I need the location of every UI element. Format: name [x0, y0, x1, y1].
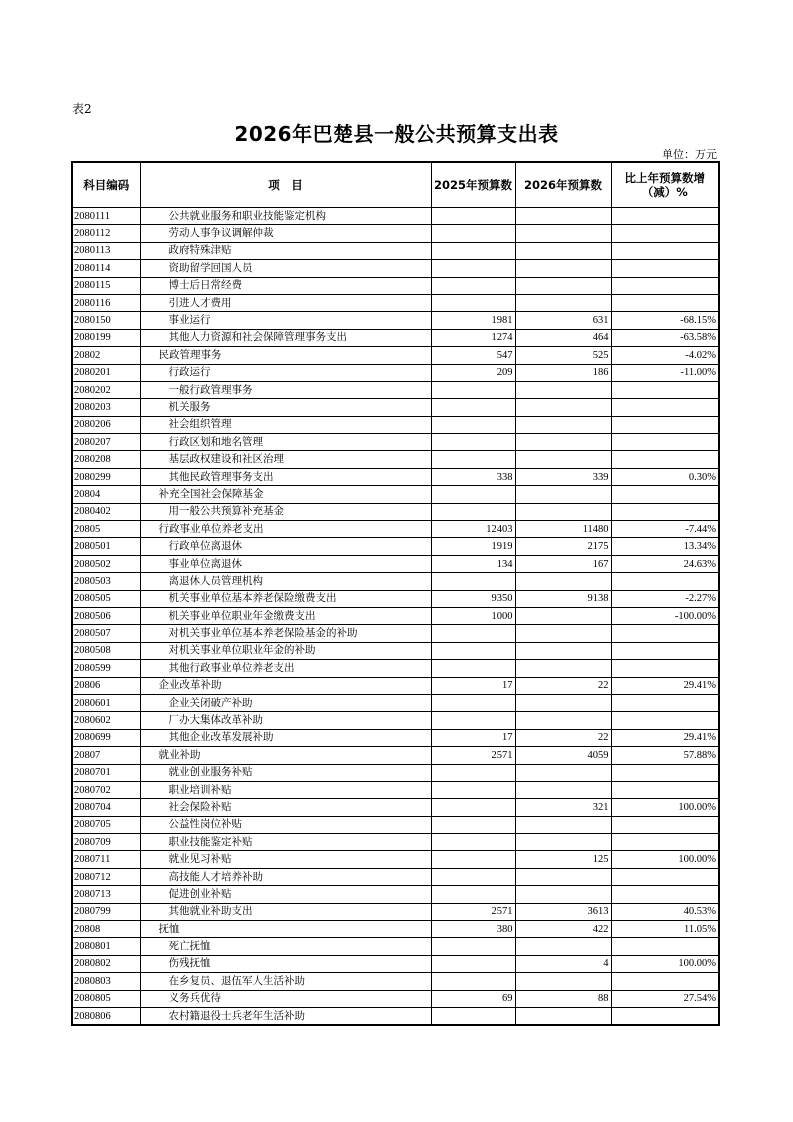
cell-budget-2025 [431, 277, 515, 294]
cell-budget-2026: 2175 [515, 538, 611, 555]
cell-item-name: 促进创业补贴 [140, 886, 431, 903]
cell-item-name: 伤残抚恤 [140, 955, 431, 972]
cell-code: 2080208 [72, 451, 140, 468]
cell-budget-2026 [515, 381, 611, 398]
table-row [72, 851, 719, 868]
cell-code: 2080299 [72, 468, 140, 485]
cell-budget-2025 [431, 764, 515, 781]
cell-budget-2025 [431, 260, 515, 277]
cell-budget-2026 [515, 486, 611, 503]
cell-item-name: 企业改革补助 [140, 677, 431, 694]
cell-budget-2025 [431, 886, 515, 903]
table-row [72, 921, 719, 938]
table-row [72, 225, 719, 242]
cell-change-percent: 27.54% [611, 990, 719, 1007]
cell-item-name: 其他行政事业单位养老支出 [140, 660, 431, 677]
cell-item-name: 公共就业服务和职业技能鉴定机构 [140, 208, 431, 225]
table-row [72, 416, 719, 433]
cell-change-percent [611, 434, 719, 451]
cell-budget-2026: 9138 [515, 590, 611, 607]
cell-budget-2025: 1919 [431, 538, 515, 555]
cell-budget-2026 [515, 694, 611, 711]
cell-budget-2025: 2571 [431, 747, 515, 764]
cell-budget-2026 [515, 277, 611, 294]
table-number-label: 表2 [72, 102, 92, 116]
cell-change-percent [611, 834, 719, 851]
cell-code: 2080599 [72, 660, 140, 677]
cell-change-percent [611, 503, 719, 520]
cell-item-name: 高技能人才培养补助 [140, 868, 431, 885]
cell-code: 20808 [72, 921, 140, 938]
cell-budget-2026 [515, 399, 611, 416]
cell-change-percent: 0.30% [611, 468, 719, 485]
table-row [72, 677, 719, 694]
cell-item-name: 博士后日常经费 [140, 277, 431, 294]
cell-budget-2026: 422 [515, 921, 611, 938]
cell-item-name: 用一般公共预算补充基金 [140, 503, 431, 520]
table-row [72, 868, 719, 885]
table-body [72, 208, 719, 1026]
cell-budget-2025 [431, 625, 515, 642]
header-item: 项 目 [140, 162, 431, 208]
header-row [72, 162, 719, 208]
table-row [72, 834, 719, 851]
cell-item-name: 职业培训补贴 [140, 781, 431, 798]
cell-change-percent: 24.63% [611, 555, 719, 572]
cell-change-percent [611, 260, 719, 277]
cell-code: 20805 [72, 521, 140, 538]
cell-budget-2026 [515, 1007, 611, 1025]
cell-budget-2025 [431, 434, 515, 451]
cell-budget-2025: 9350 [431, 590, 515, 607]
cell-item-name: 离退休人员管理机构 [140, 573, 431, 590]
cell-code: 2080503 [72, 573, 140, 590]
table-row [72, 260, 719, 277]
cell-item-name: 机关事业单位职业年金缴费支出 [140, 607, 431, 624]
cell-item-name: 死亡抚恤 [140, 938, 431, 955]
cell-budget-2026 [515, 660, 611, 677]
table-row [72, 990, 719, 1007]
cell-code: 2080709 [72, 834, 140, 851]
cell-item-name: 基层政权建设和社区治理 [140, 451, 431, 468]
cell-item-name: 社会组织管理 [140, 416, 431, 433]
header-budget-2026: 2026年预算数 [515, 162, 611, 208]
cell-item-name: 其他人力资源和社会保障管理事务支出 [140, 329, 431, 346]
cell-change-percent: -100.00% [611, 607, 719, 624]
header-change-line1: 比上年预算数增 [624, 171, 705, 185]
cell-code: 2080150 [72, 312, 140, 329]
table-row [72, 451, 719, 468]
header-budget-2025: 2025年预算数 [431, 162, 515, 208]
cell-code: 20806 [72, 677, 140, 694]
cell-code: 2080801 [72, 938, 140, 955]
cell-change-percent [611, 208, 719, 225]
cell-item-name: 其他就业补助支出 [140, 903, 431, 920]
cell-budget-2026 [515, 225, 611, 242]
cell-budget-2025 [431, 416, 515, 433]
cell-code: 20807 [72, 747, 140, 764]
cell-budget-2026 [515, 886, 611, 903]
cell-item-name: 义务兵优待 [140, 990, 431, 1007]
cell-code: 2080115 [72, 277, 140, 294]
cell-budget-2025: 1981 [431, 312, 515, 329]
cell-item-name: 公益性岗位补贴 [140, 816, 431, 833]
cell-code: 2080505 [72, 590, 140, 607]
cell-code: 2080803 [72, 973, 140, 990]
cell-budget-2025: 17 [431, 677, 515, 694]
table-row [72, 938, 719, 955]
cell-code: 2080506 [72, 607, 140, 624]
cell-code: 2080713 [72, 886, 140, 903]
table-row [72, 781, 719, 798]
table-row [72, 208, 719, 225]
table-row [72, 625, 719, 642]
cell-code: 2080508 [72, 642, 140, 659]
cell-budget-2026: 631 [515, 312, 611, 329]
cell-code: 2080802 [72, 955, 140, 972]
cell-budget-2025 [431, 938, 515, 955]
cell-code: 2080806 [72, 1007, 140, 1025]
cell-code: 2080601 [72, 694, 140, 711]
table-row [72, 903, 719, 920]
header-change-line2: （减）% [641, 185, 688, 199]
cell-budget-2025: 2571 [431, 903, 515, 920]
table-row [72, 886, 719, 903]
cell-budget-2025 [431, 868, 515, 885]
header-code: 科目编码 [72, 162, 140, 208]
table-row [72, 660, 719, 677]
table-row [72, 538, 719, 555]
cell-change-percent: 57.88% [611, 747, 719, 764]
cell-budget-2025 [431, 294, 515, 311]
cell-item-name: 就业补助 [140, 747, 431, 764]
cell-change-percent [611, 694, 719, 711]
cell-budget-2026 [515, 834, 611, 851]
cell-item-name: 事业运行 [140, 312, 431, 329]
cell-budget-2026 [515, 625, 611, 642]
cell-budget-2025 [431, 242, 515, 259]
cell-budget-2026 [515, 573, 611, 590]
cell-change-percent: 29.41% [611, 729, 719, 746]
cell-change-percent [611, 886, 719, 903]
cell-change-percent [611, 242, 719, 259]
table-row [72, 312, 719, 329]
cell-budget-2025: 12403 [431, 521, 515, 538]
cell-budget-2025 [431, 712, 515, 729]
page-title: 2026年巴楚县一般公共预算支出表 [234, 122, 559, 146]
cell-code: 2080116 [72, 294, 140, 311]
cell-item-name: 社会保险补贴 [140, 799, 431, 816]
cell-item-name: 引进人才费用 [140, 294, 431, 311]
cell-change-percent [611, 868, 719, 885]
cell-code: 2080702 [72, 781, 140, 798]
cell-code: 2080805 [72, 990, 140, 1007]
cell-item-name: 职业技能鉴定补贴 [140, 834, 431, 851]
cell-budget-2025: 380 [431, 921, 515, 938]
cell-budget-2025 [431, 694, 515, 711]
cell-budget-2026 [515, 781, 611, 798]
table-row [72, 799, 719, 816]
cell-change-percent [611, 938, 719, 955]
cell-code: 2080201 [72, 364, 140, 381]
cell-budget-2025 [431, 816, 515, 833]
cell-code: 2080112 [72, 225, 140, 242]
cell-budget-2025 [431, 486, 515, 503]
cell-budget-2026 [515, 868, 611, 885]
cell-item-name: 民政管理事务 [140, 347, 431, 364]
cell-code: 2080705 [72, 816, 140, 833]
cell-budget-2025 [431, 381, 515, 398]
cell-code: 2080111 [72, 208, 140, 225]
cell-change-percent [611, 399, 719, 416]
cell-budget-2026: 22 [515, 729, 611, 746]
cell-code: 2080704 [72, 799, 140, 816]
table-row [72, 329, 719, 346]
cell-budget-2026 [515, 208, 611, 225]
cell-change-percent [611, 416, 719, 433]
budget-expenditure-table [71, 161, 720, 1026]
cell-budget-2025 [431, 451, 515, 468]
cell-budget-2026: 339 [515, 468, 611, 485]
table-row [72, 521, 719, 538]
cell-item-name: 厂办大集体改革补助 [140, 712, 431, 729]
table-row [72, 955, 719, 972]
cell-budget-2026: 4 [515, 955, 611, 972]
cell-change-percent [611, 573, 719, 590]
table-row [72, 434, 719, 451]
cell-item-name: 就业见习补贴 [140, 851, 431, 868]
cell-budget-2026 [515, 434, 611, 451]
cell-change-percent [611, 277, 719, 294]
cell-code: 2080202 [72, 381, 140, 398]
cell-budget-2025 [431, 225, 515, 242]
cell-item-name: 就业创业服务补贴 [140, 764, 431, 781]
cell-budget-2026: 88 [515, 990, 611, 1007]
cell-code: 2080502 [72, 555, 140, 572]
table-row [72, 712, 719, 729]
table-row [72, 503, 719, 520]
cell-change-percent: 40.53% [611, 903, 719, 920]
table-row [72, 347, 719, 364]
cell-budget-2026: 22 [515, 677, 611, 694]
cell-budget-2025: 209 [431, 364, 515, 381]
table-row [72, 607, 719, 624]
cell-budget-2025 [431, 1007, 515, 1025]
cell-code: 20802 [72, 347, 140, 364]
table-row [72, 1007, 719, 1025]
cell-item-name: 劳动人事争议调解仲裁 [140, 225, 431, 242]
cell-change-percent: 11.05% [611, 921, 719, 938]
table-row [72, 973, 719, 990]
cell-budget-2025: 134 [431, 555, 515, 572]
table-row [72, 555, 719, 572]
cell-item-name: 资助留学回国人员 [140, 260, 431, 277]
cell-code: 2080199 [72, 329, 140, 346]
cell-budget-2025 [431, 399, 515, 416]
cell-budget-2026 [515, 973, 611, 990]
cell-budget-2026: 167 [515, 555, 611, 572]
cell-budget-2026: 186 [515, 364, 611, 381]
cell-code: 2080711 [72, 851, 140, 868]
cell-item-name: 机关服务 [140, 399, 431, 416]
cell-change-percent: -11.00% [611, 364, 719, 381]
cell-code: 2080207 [72, 434, 140, 451]
cell-item-name: 机关事业单位基本养老保险缴费支出 [140, 590, 431, 607]
cell-budget-2025 [431, 834, 515, 851]
cell-change-percent: 13.34% [611, 538, 719, 555]
cell-item-name: 企业关闭破产补助 [140, 694, 431, 711]
cell-budget-2026 [515, 451, 611, 468]
cell-code: 2080699 [72, 729, 140, 746]
cell-change-percent [611, 660, 719, 677]
table-row [72, 764, 719, 781]
cell-code: 2080402 [72, 503, 140, 520]
table-row [72, 399, 719, 416]
cell-budget-2025: 338 [431, 468, 515, 485]
cell-budget-2026: 464 [515, 329, 611, 346]
cell-budget-2025: 547 [431, 347, 515, 364]
cell-budget-2026 [515, 816, 611, 833]
cell-item-name: 抚恤 [140, 921, 431, 938]
cell-budget-2026: 4059 [515, 747, 611, 764]
table-header [72, 162, 719, 208]
cell-item-name: 对机关事业单位基本养老保险基金的补助 [140, 625, 431, 642]
cell-item-name: 补充全国社会保障基金 [140, 486, 431, 503]
cell-item-name: 农村籍退役士兵老年生活补助 [140, 1007, 431, 1025]
cell-item-name: 政府特殊津贴 [140, 242, 431, 259]
cell-budget-2025 [431, 851, 515, 868]
cell-budget-2025 [431, 781, 515, 798]
header-change-percent [611, 162, 719, 208]
cell-budget-2026: 3613 [515, 903, 611, 920]
table-row [72, 729, 719, 746]
cell-code: 2080701 [72, 764, 140, 781]
cell-item-name: 对机关事业单位职业年金的补助 [140, 642, 431, 659]
table-row [72, 694, 719, 711]
cell-item-name: 一般行政管理事务 [140, 381, 431, 398]
table-row [72, 294, 719, 311]
cell-budget-2026: 125 [515, 851, 611, 868]
table-row [72, 816, 719, 833]
cell-item-name: 其他民政管理事务支出 [140, 468, 431, 485]
cell-change-percent: -4.02% [611, 347, 719, 364]
cell-budget-2025 [431, 973, 515, 990]
cell-code: 2080799 [72, 903, 140, 920]
cell-change-percent [611, 381, 719, 398]
cell-budget-2026 [515, 642, 611, 659]
cell-budget-2026: 321 [515, 799, 611, 816]
cell-code: 2080206 [72, 416, 140, 433]
cell-budget-2026 [515, 503, 611, 520]
table-row [72, 381, 719, 398]
cell-change-percent [611, 451, 719, 468]
cell-change-percent [611, 642, 719, 659]
cell-change-percent: -68.15% [611, 312, 719, 329]
cell-change-percent: 100.00% [611, 851, 719, 868]
cell-budget-2025: 1274 [431, 329, 515, 346]
cell-budget-2025: 69 [431, 990, 515, 1007]
cell-change-percent: 29.41% [611, 677, 719, 694]
cell-change-percent [611, 781, 719, 798]
table-row [72, 468, 719, 485]
cell-budget-2026 [515, 607, 611, 624]
table-row [72, 242, 719, 259]
cell-change-percent [611, 1007, 719, 1025]
cell-change-percent [611, 973, 719, 990]
cell-budget-2026: 11480 [515, 521, 611, 538]
cell-budget-2025 [431, 955, 515, 972]
cell-budget-2025: 1000 [431, 607, 515, 624]
unit-label: 单位：万元 [662, 148, 717, 161]
cell-budget-2025 [431, 503, 515, 520]
cell-budget-2025 [431, 799, 515, 816]
cell-code: 2080501 [72, 538, 140, 555]
cell-change-percent: 100.00% [611, 799, 719, 816]
cell-change-percent [611, 486, 719, 503]
table-row [72, 573, 719, 590]
cell-item-name: 其他企业改革发展补助 [140, 729, 431, 746]
cell-change-percent [611, 294, 719, 311]
cell-budget-2026 [515, 712, 611, 729]
cell-item-name: 在乡复员、退伍军人生活补助 [140, 973, 431, 990]
table-row [72, 277, 719, 294]
table-row [72, 590, 719, 607]
table-row [72, 486, 719, 503]
cell-budget-2025 [431, 660, 515, 677]
cell-item-name: 行政区划和地名管理 [140, 434, 431, 451]
cell-code: 2080602 [72, 712, 140, 729]
cell-budget-2025 [431, 642, 515, 659]
cell-code: 2080113 [72, 242, 140, 259]
cell-change-percent: -2.27% [611, 590, 719, 607]
cell-item-name: 行政运行 [140, 364, 431, 381]
cell-budget-2026 [515, 416, 611, 433]
cell-code: 20804 [72, 486, 140, 503]
cell-change-percent [611, 764, 719, 781]
cell-change-percent: -63.58% [611, 329, 719, 346]
cell-budget-2026 [515, 294, 611, 311]
cell-budget-2025 [431, 208, 515, 225]
cell-budget-2025: 17 [431, 729, 515, 746]
cell-budget-2026 [515, 764, 611, 781]
cell-change-percent [611, 225, 719, 242]
cell-change-percent [611, 816, 719, 833]
cell-budget-2026 [515, 242, 611, 259]
cell-change-percent: 100.00% [611, 955, 719, 972]
cell-code: 2080203 [72, 399, 140, 416]
cell-item-name: 行政单位离退休 [140, 538, 431, 555]
table-row [72, 364, 719, 381]
cell-budget-2026 [515, 260, 611, 277]
cell-change-percent: -7.44% [611, 521, 719, 538]
cell-budget-2026: 525 [515, 347, 611, 364]
cell-budget-2025 [431, 573, 515, 590]
cell-code: 2080114 [72, 260, 140, 277]
cell-code: 2080712 [72, 868, 140, 885]
table-row [72, 642, 719, 659]
table-row [72, 747, 719, 764]
cell-change-percent [611, 712, 719, 729]
cell-budget-2026 [515, 938, 611, 955]
cell-change-percent [611, 625, 719, 642]
cell-code: 2080507 [72, 625, 140, 642]
cell-item-name: 行政事业单位养老支出 [140, 521, 431, 538]
cell-item-name: 事业单位离退休 [140, 555, 431, 572]
